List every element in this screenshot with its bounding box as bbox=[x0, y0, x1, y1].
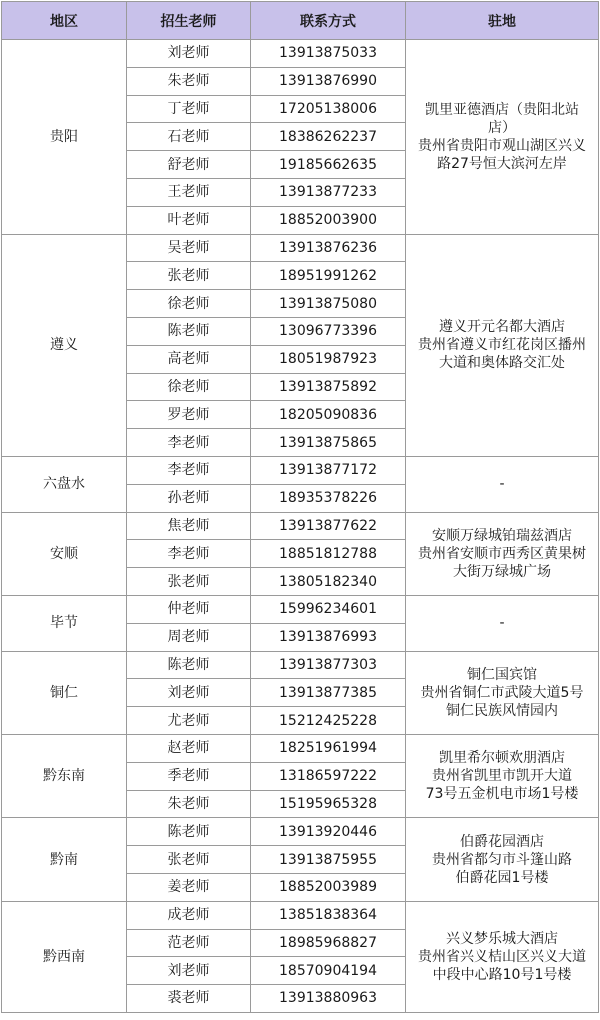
location-line: 中段中心路10号1号楼 bbox=[432, 966, 572, 983]
location-cell bbox=[406, 512, 599, 595]
phone-cell: 13913877303 bbox=[251, 651, 406, 679]
phone-cell: 13913876993 bbox=[251, 623, 406, 651]
region-cell: 黔南 bbox=[2, 818, 127, 901]
location-cell bbox=[406, 456, 599, 512]
location-line: 遵义开元名都大酒店 bbox=[439, 319, 565, 336]
table-header bbox=[2, 2, 599, 40]
location-line: 贵州省铜仁市武陵大道5号 bbox=[420, 684, 584, 701]
phone-cell: 13851838364 bbox=[251, 901, 406, 929]
teacher-name-cell: 朱老师 bbox=[127, 790, 251, 818]
table-row bbox=[2, 234, 599, 262]
teacher-name-cell: 范老师 bbox=[127, 929, 251, 957]
location-line: - bbox=[499, 615, 505, 632]
location-line: - bbox=[499, 476, 505, 493]
teacher-name-cell: 石老师 bbox=[127, 123, 251, 151]
phone-cell: 13913875865 bbox=[251, 429, 406, 457]
teacher-name-cell: 李老师 bbox=[127, 456, 251, 484]
location-line: 凯里亚德酒店（贵阳北站 bbox=[425, 101, 579, 118]
phone-cell: 19185662635 bbox=[251, 151, 406, 179]
phone-cell: 18386262237 bbox=[251, 123, 406, 151]
location-line: 大街万绿城广场 bbox=[453, 563, 551, 580]
teacher-name-cell: 罗老师 bbox=[127, 401, 251, 429]
table-body bbox=[2, 40, 599, 1013]
location-line: 路27号恒大滨河左岸 bbox=[437, 155, 567, 172]
phone-cell: 13913875033 bbox=[251, 40, 406, 68]
location-line: 贵州省都匀市斗篷山路 bbox=[432, 851, 572, 868]
location-line: 贵州省安顺市西秀区黄果树 bbox=[418, 545, 586, 562]
phone-cell: 18251961994 bbox=[251, 734, 406, 762]
teacher-name-cell: 赵老师 bbox=[127, 734, 251, 762]
location-cell bbox=[406, 734, 599, 817]
region-cell: 毕节 bbox=[2, 595, 127, 651]
phone-cell: 18852003989 bbox=[251, 873, 406, 901]
phone-cell: 13805182340 bbox=[251, 568, 406, 596]
location-line: 大道和奥体路交汇处 bbox=[439, 355, 565, 372]
teacher-name-cell: 焦老师 bbox=[127, 512, 251, 540]
teacher-name-cell: 仲老师 bbox=[127, 595, 251, 623]
phone-cell: 18852003900 bbox=[251, 206, 406, 234]
location-cell bbox=[406, 595, 599, 651]
location-line: 铜仁国宾馆 bbox=[467, 666, 537, 683]
region-cell: 遵义 bbox=[2, 234, 127, 456]
teacher-name-cell: 舒老师 bbox=[127, 151, 251, 179]
region-cell: 黔东南 bbox=[2, 734, 127, 817]
phone-cell: 13913875892 bbox=[251, 373, 406, 401]
region-cell: 贵阳 bbox=[2, 40, 127, 235]
table-row bbox=[2, 901, 599, 929]
location-line: 店） bbox=[488, 119, 516, 136]
teacher-name-cell: 高老师 bbox=[127, 345, 251, 373]
phone-cell: 18570904194 bbox=[251, 957, 406, 985]
region-cell: 铜仁 bbox=[2, 651, 127, 734]
phone-cell: 18851812788 bbox=[251, 540, 406, 568]
phone-cell: 15996234601 bbox=[251, 595, 406, 623]
location-line: 凯里希尔顿欢朋酒店 bbox=[439, 750, 565, 767]
header-region: 地区 bbox=[2, 2, 127, 40]
teacher-name-cell: 刘老师 bbox=[127, 957, 251, 985]
phone-cell: 13913880963 bbox=[251, 985, 406, 1013]
location-cell bbox=[406, 234, 599, 456]
region-cell: 黔西南 bbox=[2, 901, 127, 1012]
teacher-name-cell: 陈老师 bbox=[127, 317, 251, 345]
phone-cell: 13186597222 bbox=[251, 762, 406, 790]
location-line: 贵州省兴义桔山区兴义大道 bbox=[418, 948, 586, 965]
teacher-name-cell: 李老师 bbox=[127, 429, 251, 457]
location-cell bbox=[406, 40, 599, 235]
header-row bbox=[2, 2, 599, 40]
teacher-name-cell: 孙老师 bbox=[127, 484, 251, 512]
teacher-name-cell: 成老师 bbox=[127, 901, 251, 929]
teacher-name-cell: 季老师 bbox=[127, 762, 251, 790]
location-cell bbox=[406, 651, 599, 734]
teacher-name-cell: 张老师 bbox=[127, 846, 251, 874]
location-line: 贵州省凯里市凯开大道 bbox=[432, 768, 572, 785]
phone-cell: 18051987923 bbox=[251, 345, 406, 373]
phone-cell: 13913877385 bbox=[251, 679, 406, 707]
contacts-table bbox=[1, 1, 599, 1013]
location-line: 安顺万绿城铂瑞兹酒店 bbox=[432, 527, 572, 544]
table-row bbox=[2, 595, 599, 623]
location-line: 伯爵花园酒店 bbox=[460, 833, 544, 850]
teacher-name-cell: 叶老师 bbox=[127, 206, 251, 234]
teacher-name-cell: 周老师 bbox=[127, 623, 251, 651]
header-location: 驻地 bbox=[406, 2, 599, 40]
phone-cell: 13913876236 bbox=[251, 234, 406, 262]
teacher-name-cell: 张老师 bbox=[127, 568, 251, 596]
table-row bbox=[2, 512, 599, 540]
teacher-name-cell: 刘老师 bbox=[127, 40, 251, 68]
location-cell bbox=[406, 818, 599, 901]
teacher-name-cell: 徐老师 bbox=[127, 290, 251, 318]
phone-cell: 18205090836 bbox=[251, 401, 406, 429]
header-contact: 联系方式 bbox=[251, 2, 406, 40]
phone-cell: 13913875955 bbox=[251, 846, 406, 874]
teacher-name-cell: 陈老师 bbox=[127, 651, 251, 679]
phone-cell: 17205138006 bbox=[251, 95, 406, 123]
table-row bbox=[2, 818, 599, 846]
teacher-name-cell: 裘老师 bbox=[127, 985, 251, 1013]
phone-cell: 13913920446 bbox=[251, 818, 406, 846]
phone-cell: 18935378226 bbox=[251, 484, 406, 512]
phone-cell: 13913877172 bbox=[251, 456, 406, 484]
phone-cell: 13913877233 bbox=[251, 178, 406, 206]
teacher-name-cell: 李老师 bbox=[127, 540, 251, 568]
region-cell: 六盘水 bbox=[2, 456, 127, 512]
phone-cell: 13913876990 bbox=[251, 67, 406, 95]
table-row bbox=[2, 40, 599, 68]
teacher-name-cell: 姜老师 bbox=[127, 873, 251, 901]
phone-cell: 18985968827 bbox=[251, 929, 406, 957]
teacher-name-cell: 朱老师 bbox=[127, 67, 251, 95]
location-cell bbox=[406, 901, 599, 1012]
teacher-name-cell: 丁老师 bbox=[127, 95, 251, 123]
table-row bbox=[2, 651, 599, 679]
region-cell: 安顺 bbox=[2, 512, 127, 595]
phone-cell: 13913875080 bbox=[251, 290, 406, 318]
phone-cell: 15212425228 bbox=[251, 707, 406, 735]
phone-cell: 15195965328 bbox=[251, 790, 406, 818]
table-row bbox=[2, 456, 599, 484]
location-line: 铜仁民族风情园内 bbox=[446, 702, 558, 719]
location-line: 贵州省贵阳市观山湖区兴义 bbox=[418, 137, 586, 154]
teacher-name-cell: 陈老师 bbox=[127, 818, 251, 846]
header-teacher: 招生老师 bbox=[127, 2, 251, 40]
phone-cell: 13096773396 bbox=[251, 317, 406, 345]
location-line: 伯爵花园1号楼 bbox=[455, 869, 549, 886]
teacher-name-cell: 徐老师 bbox=[127, 373, 251, 401]
teacher-name-cell: 吴老师 bbox=[127, 234, 251, 262]
teacher-name-cell: 张老师 bbox=[127, 262, 251, 290]
teacher-name-cell: 刘老师 bbox=[127, 679, 251, 707]
location-line: 兴义梦乐城大酒店 bbox=[446, 930, 558, 947]
phone-cell: 18951991262 bbox=[251, 262, 406, 290]
location-line: 73号五金机电市场1号楼 bbox=[425, 786, 579, 803]
teacher-name-cell: 王老师 bbox=[127, 178, 251, 206]
teacher-name-cell: 尤老师 bbox=[127, 707, 251, 735]
phone-cell: 13913877622 bbox=[251, 512, 406, 540]
table-row bbox=[2, 734, 599, 762]
location-line: 贵州省遵义市红花岗区播州 bbox=[418, 337, 586, 354]
